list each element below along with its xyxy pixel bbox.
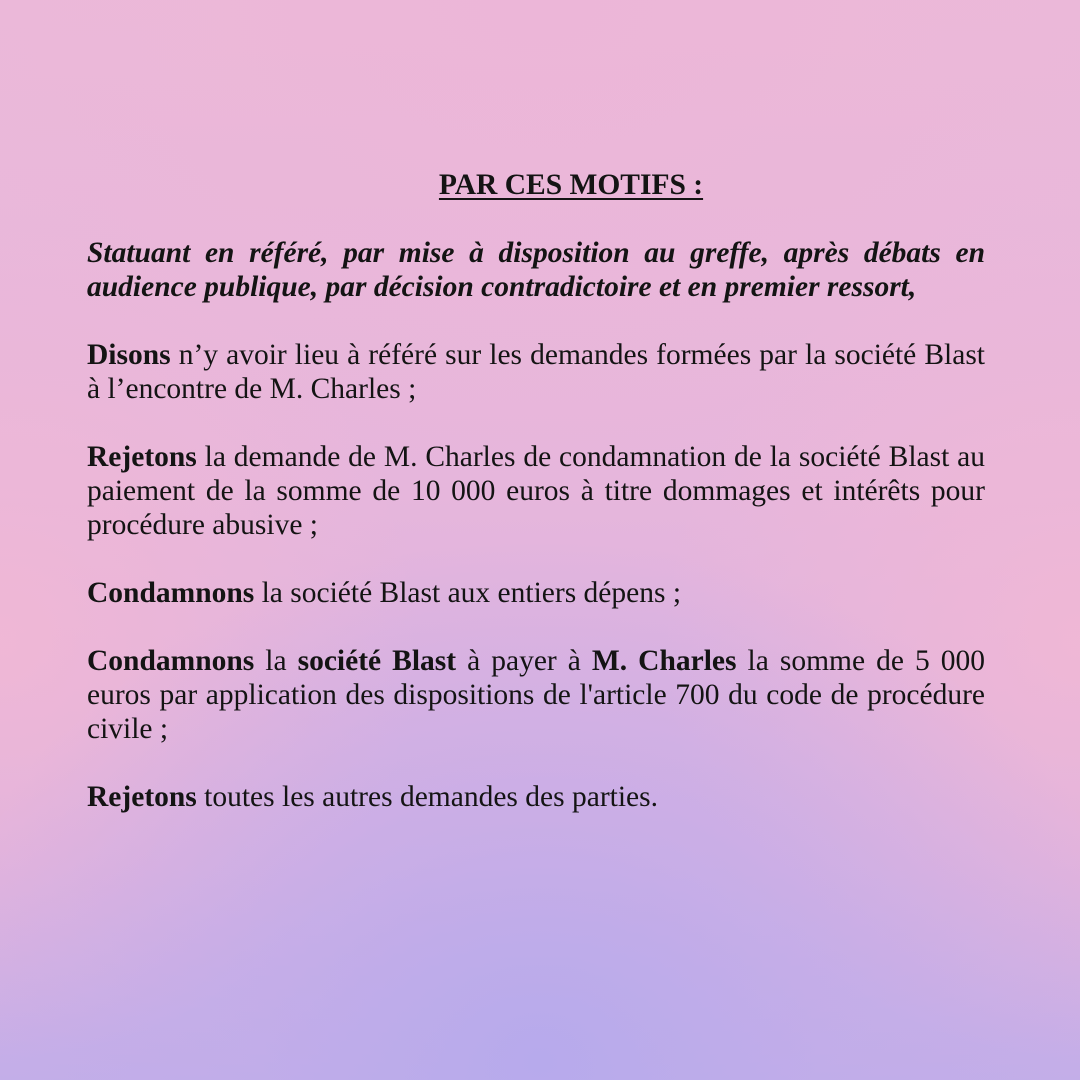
- ruling-keyword: Condamnons: [87, 645, 255, 677]
- ruling-text: la société Blast aux entiers dépens ;: [254, 577, 682, 609]
- ruling-keyword: Condamnons: [87, 577, 255, 609]
- ruling-keyword: Disons: [87, 339, 171, 371]
- document-body: [87, 168, 985, 848]
- preamble-paragraph: Statuant en référé, par mise à disposition au greffe, après débats en audience publique, par décision contradictoire et en premier ressort,: [87, 237, 985, 303]
- ruling-paragraph-condamnons-depens: [87, 576, 985, 610]
- ruling-paragraph-disons: [87, 338, 985, 406]
- section-heading: PAR CES MOTIFS :: [438, 169, 704, 201]
- ruling-keyword: Rejetons: [87, 441, 197, 473]
- ruling-text: la somme de 5 000 euros par application des dispositions de l'article 700 du code de procédure civile ;: [87, 645, 985, 745]
- party-name-blast: société Blast: [297, 645, 457, 677]
- party-name-charles: M. Charles: [591, 645, 737, 677]
- ruling-text: la: [254, 645, 298, 677]
- ruling-keyword: Rejetons: [87, 781, 197, 813]
- ruling-text: toutes les autres demandes des parties.: [196, 781, 658, 813]
- ruling-text: la demande de M. Charles de condamnation de la société Blast au paiement de la somme de 10 000 euros à titre dommages et intérêts pour procédure abusive ;: [87, 441, 985, 541]
- ruling-paragraph-rejetons-autres: [87, 780, 985, 814]
- ruling-paragraph-rejetons-demande: [87, 440, 985, 542]
- ruling-paragraph-condamnons-article-700: [87, 644, 985, 746]
- ruling-text: n’y avoir lieu à référé sur les demandes formées par la société Blast à l’encontre de M. Charles ;: [87, 339, 985, 405]
- ruling-text: à payer à: [456, 645, 592, 677]
